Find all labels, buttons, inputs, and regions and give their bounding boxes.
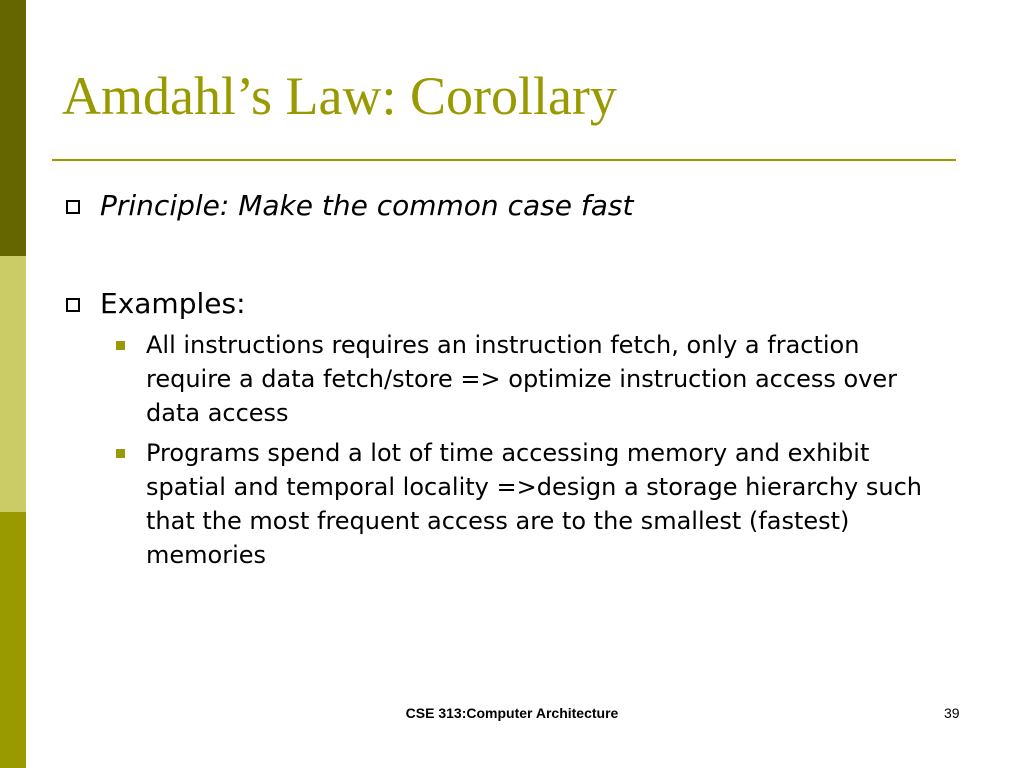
bullet-principle — [62, 186, 962, 226]
side-band-middle — [0, 256, 26, 512]
filled-square-bullet-icon — [116, 341, 125, 350]
sub-bullet — [116, 328, 926, 430]
sub-bullet-text: Programs spend a lot of time accessing memory and exhibit spatial and temporal locality =>design a storage hierarchy such that the most frequent access are to the smallest (fastest) memories — [146, 439, 923, 569]
slide-title: Amdahl’s Law: Corollary — [62, 66, 617, 126]
sub-bullet-text: All instructions requires an instruction fetch, only a fraction require a data fetch/store => optimize instruction access over data access — [146, 331, 897, 427]
examples-sublist — [116, 328, 962, 572]
side-band-top — [0, 0, 26, 256]
sub-bullet — [116, 436, 926, 572]
side-band — [0, 0, 26, 768]
page-number: 39 — [944, 705, 960, 721]
title-divider — [52, 159, 956, 161]
bullet-text: Examples: — [100, 287, 246, 320]
slide-body — [62, 186, 962, 578]
filled-square-bullet-icon — [116, 449, 125, 458]
hollow-square-bullet-icon — [66, 298, 80, 312]
bullet-text: Principle: Make the common case fast — [100, 189, 634, 222]
footer-course-title: CSE 313:Computer Architecture — [405, 705, 619, 721]
bullet-examples — [62, 284, 962, 324]
side-band-bottom — [0, 512, 26, 768]
hollow-square-bullet-icon — [66, 200, 80, 214]
